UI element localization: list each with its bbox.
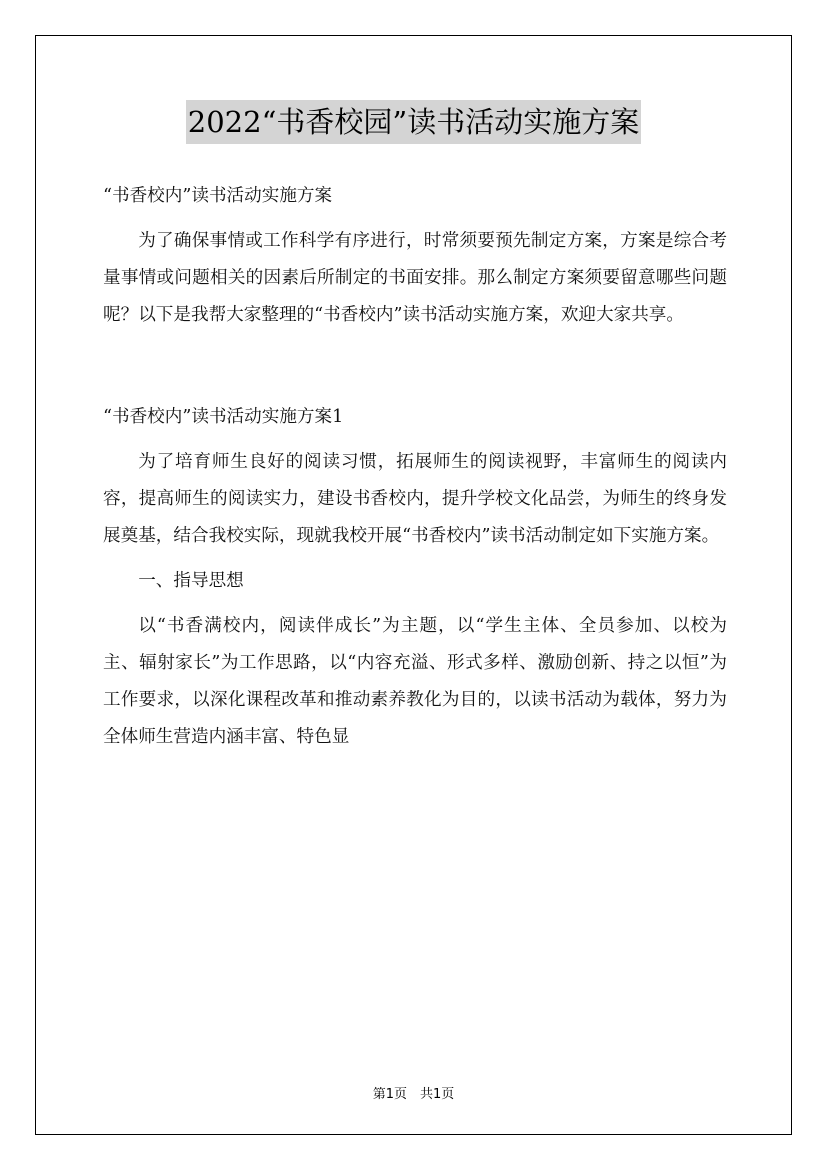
guiding-ideology-heading: 一、指导思想 (138, 571, 244, 591)
document-title: 2022“书香校园”读书活动实施方案 (186, 100, 641, 144)
intro-paragraph: 为了确保事情或工作科学有序进行，时常须要预先制定方案，方案是综合考量事情或问题相关的因素后所制定的书面安排。那么制定方案须要留意哪些问题呢？以下是我帮大家整理的“书香校内”读书活动实施方案，欢迎大家共享。 (103, 231, 727, 325)
plan-heading: “书香校内”读书活动实施方案1 (103, 407, 344, 427)
title-container (0, 100, 827, 144)
guiding-ideology-paragraph: 以“书香满校内，阅读伴成长”为主题，以“学生主体、全员参加、以校为主、辐射家长”为工作思路，以“内容充溢、形式多样、激励创新、持之以恒”为工作要求，以深化课程改革和推动素养教化为目的，以读书活动为载体，努力为全体师生营造内涵丰富、特色显 (103, 616, 727, 747)
section-heading: “书香校内”读书活动实施方案 (103, 186, 333, 206)
document-body (103, 178, 727, 756)
page-footer: 第1页 共1页 (372, 1087, 455, 1102)
plan-paragraph: 为了培育师生良好的阅读习惯，拓展师生的阅读视野，丰富师生的阅读内容，提高师生的阅读实力，建设书香校内，提升学校文化品尝，为师生的终身发展奠基，结合我校实际，现就我校开展“书香校内”读书活动制定如下实施方案。 (103, 452, 727, 546)
